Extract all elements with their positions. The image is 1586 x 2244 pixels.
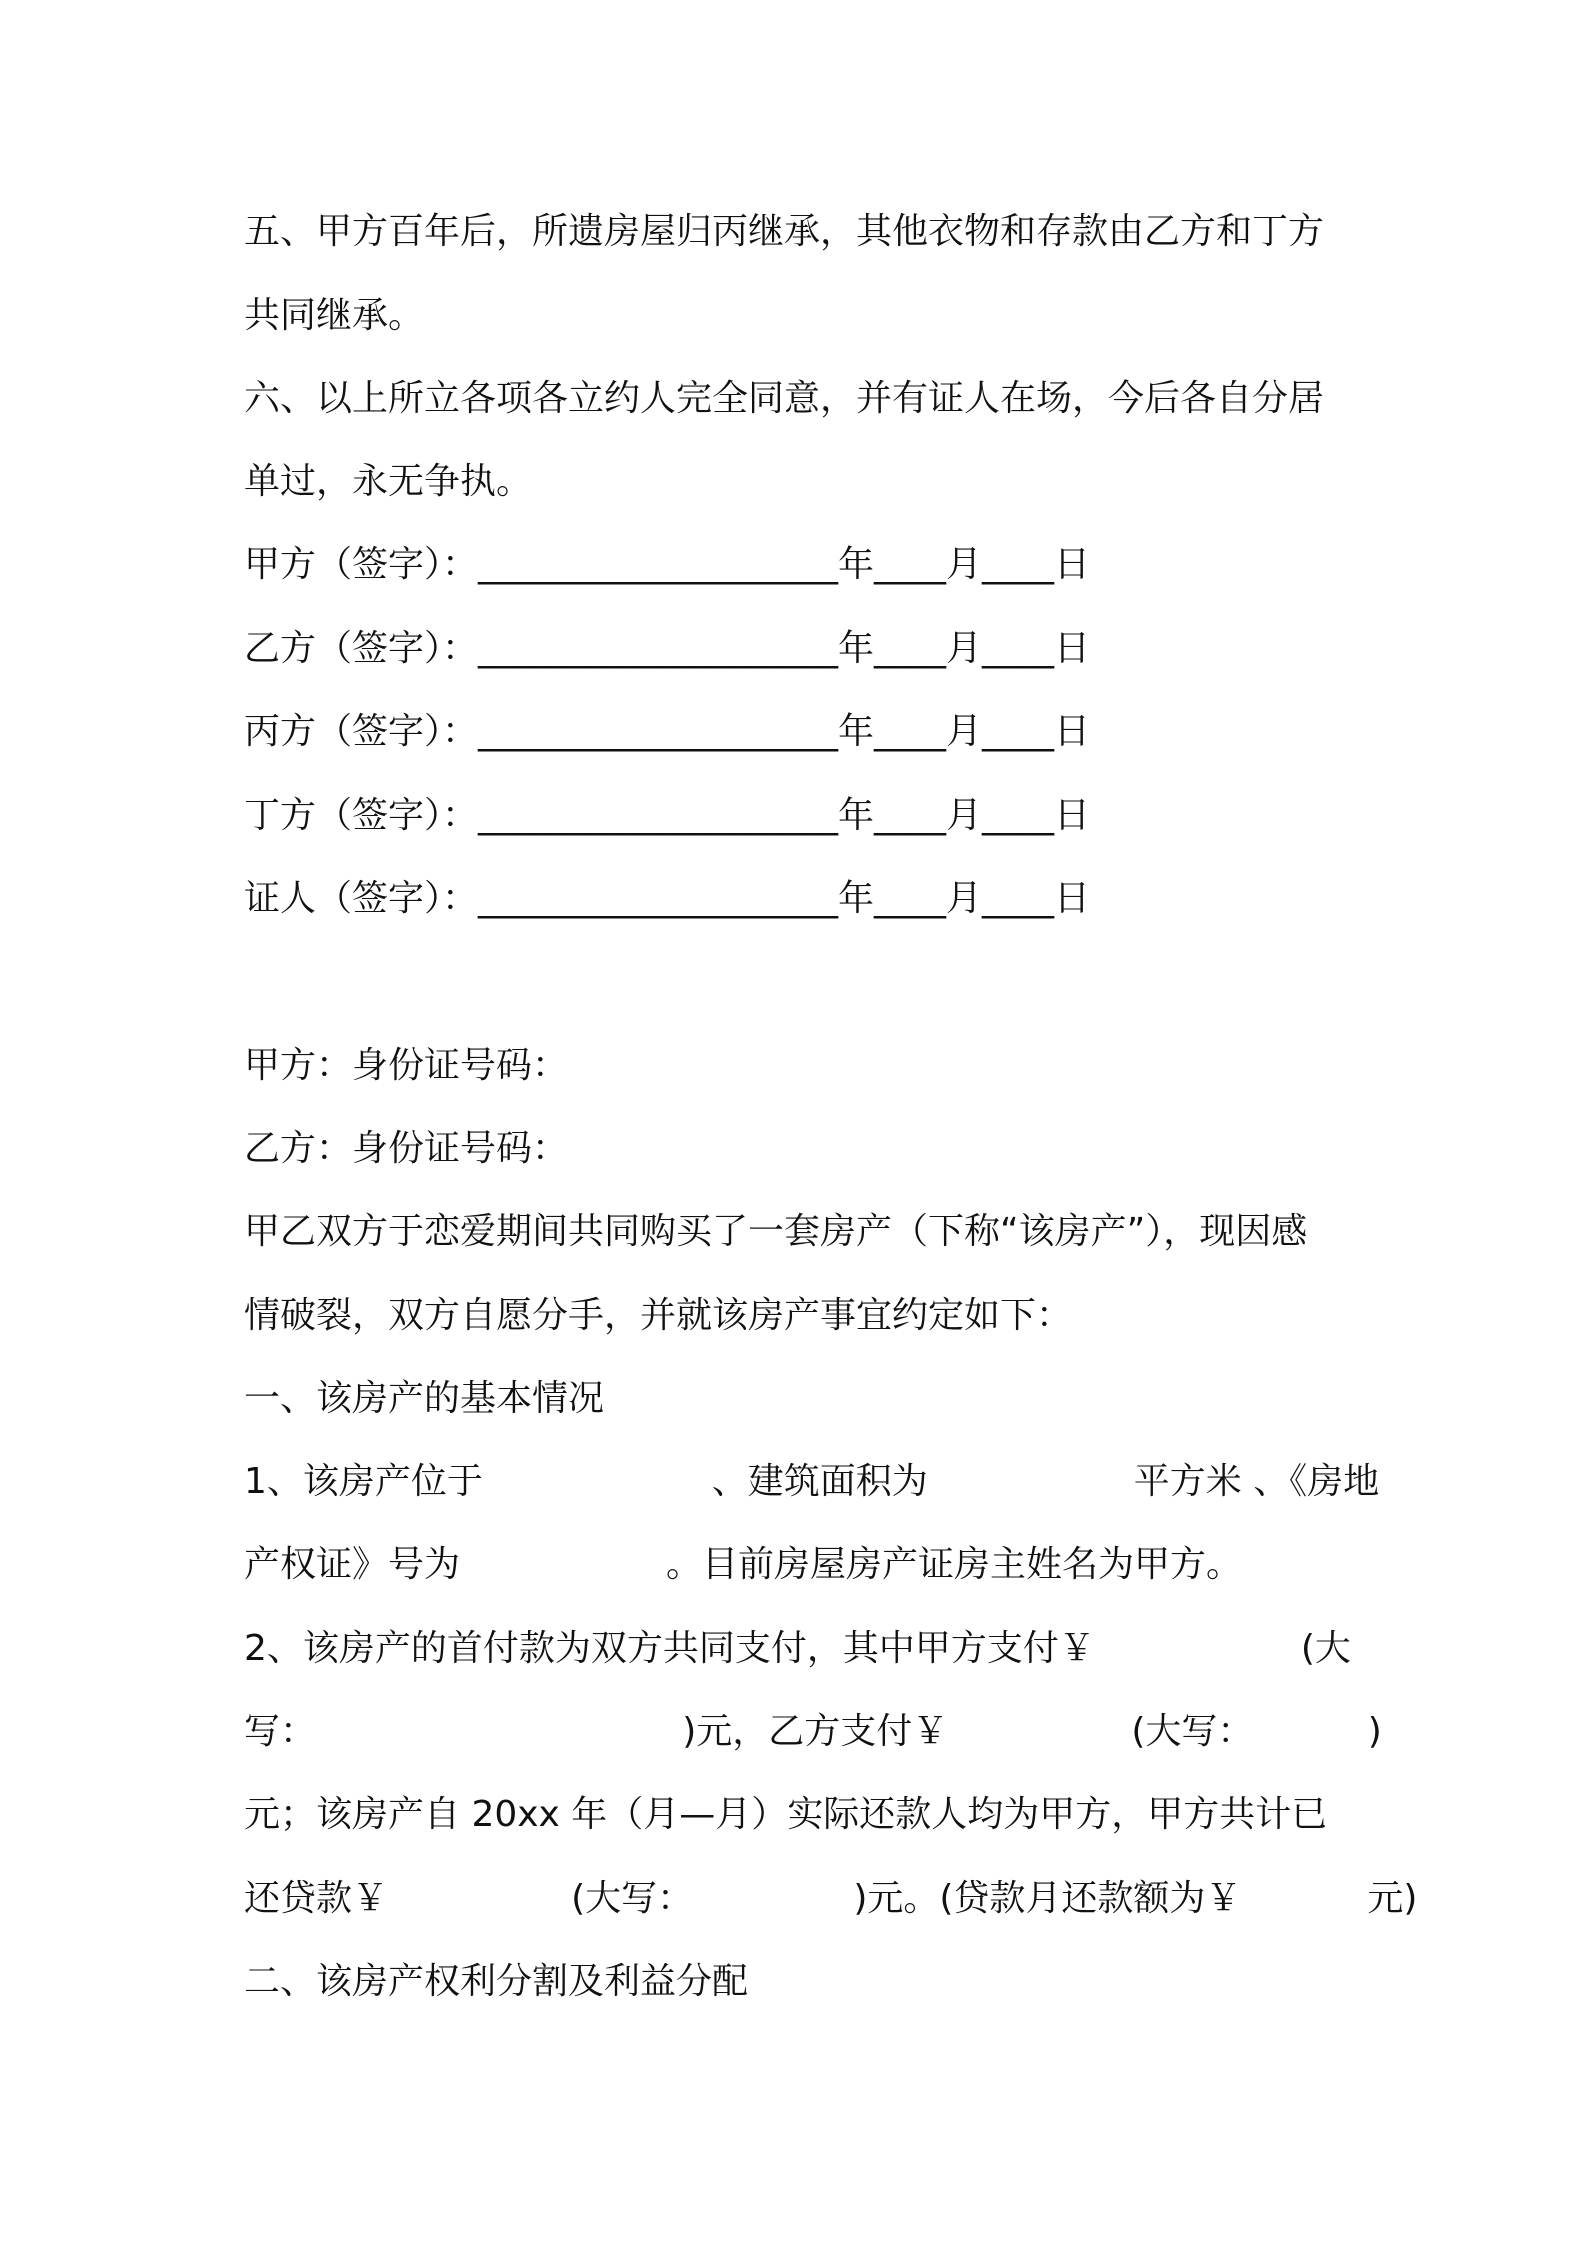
clause-6-line-2: 单过，永无争执。 xyxy=(244,461,533,502)
preamble-line-2: 情破裂，双方自愿分手，并就该房产事宜约定如下： xyxy=(244,1295,1073,1336)
preamble-line-1: 甲乙双方于恋爱期间共同购买了一套房产（下称“该房产”），现因感 xyxy=(244,1211,1308,1252)
item-2-line-3: 元；该房产自 20xx 年（月—月）实际还款人均为甲方，甲方共计已 xyxy=(244,1794,1328,1835)
item-2-line-1: 2、该房产的首付款为双方共同支付，其中甲方支付￥ (大 xyxy=(244,1628,1351,1669)
item-1-line-1: 1、该房产位于 、建筑面积为 平方米 、《房地 xyxy=(244,1461,1380,1502)
item-1-line-2: 产权证》号为 。目前房屋房产证房主姓名为甲方。 xyxy=(244,1544,1242,1585)
clause-5-line-1: 五、甲方百年后，所遗房屋归丙继承，其他衣物和存款由乙方和丁方 xyxy=(244,211,1325,252)
item-2-line-4: 还贷款￥ (大写： )元。(贷款月还款额为￥ 元) xyxy=(244,1878,1418,1919)
section-2-heading: 二、该房产权利分割及利益分配 xyxy=(244,1961,749,2002)
party-b-id-line: 乙方：身份证号码： xyxy=(244,1128,569,1169)
signature-line-party-b: 乙方（签字）：____________________年____月____日 xyxy=(244,628,1091,669)
section-1-heading: 一、该房产的基本情况 xyxy=(244,1378,605,1419)
signature-line-party-d: 丁方（签字）：____________________年____月____日 xyxy=(244,795,1091,836)
clause-5-line-2: 共同继承。 xyxy=(244,295,425,336)
clause-6-line-1: 六、以上所立各项各立约人完全同意，并有证人在场，今后各自分居 xyxy=(244,378,1325,419)
signature-line-witness: 证人（签字）：____________________年____月____日 xyxy=(244,878,1091,919)
item-2-line-2: 写： )元，乙方支付￥ (大写： ) xyxy=(244,1711,1382,1752)
signature-line-party-c: 丙方（签字）：____________________年____月____日 xyxy=(244,711,1091,752)
party-a-id-line: 甲方：身份证号码： xyxy=(244,1045,569,1086)
signature-line-party-a: 甲方（签字）：____________________年____月____日 xyxy=(244,544,1091,585)
